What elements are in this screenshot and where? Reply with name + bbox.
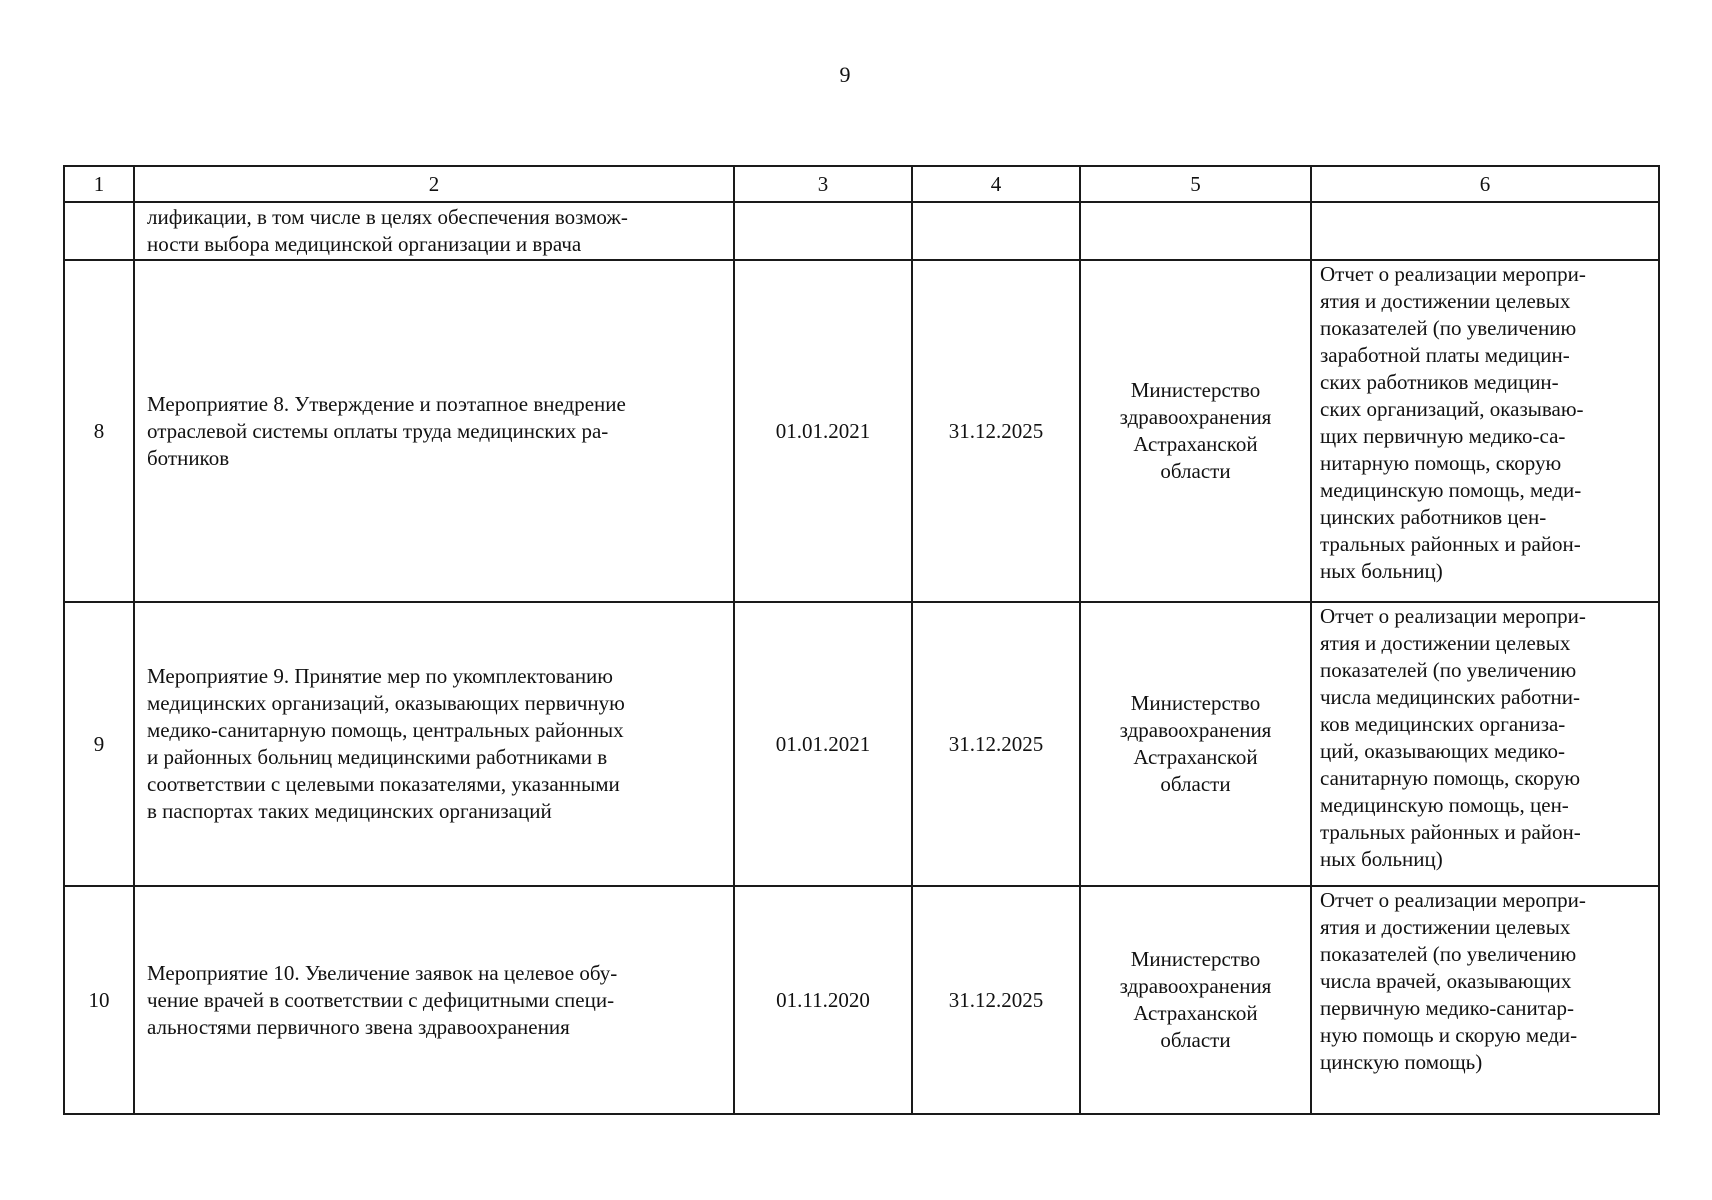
page-number: 9 xyxy=(839,62,851,87)
row-number-cell xyxy=(64,202,134,260)
executor-cell xyxy=(1080,202,1311,260)
table-row-continuation xyxy=(64,202,1659,260)
executor-cell: Министерство здравоохранения Астраханской области xyxy=(1080,602,1311,886)
column-header: 6 xyxy=(1311,166,1659,202)
result-cell: Отчет о реализации меропри- ятия и достижении целевых показателей (по увеличению числа врачей, оказывающих первичную медико-санитар- ную помощь и скорую меди- цинскую помощь) xyxy=(1311,886,1659,1114)
end-date-cell: 31.12.2025 xyxy=(912,602,1080,886)
event-cell: Мероприятие 10. Увеличение заявок на целевое обу- чение врачей в соответствии с дефицитными специ- альностями первичного звена здравоохранения xyxy=(134,886,734,1114)
table-row xyxy=(64,260,1659,602)
table-row xyxy=(64,886,1659,1114)
plan-table xyxy=(63,165,1660,1115)
end-date-cell xyxy=(912,202,1080,260)
row-number-cell: 8 xyxy=(64,260,134,602)
start-date-cell: 01.01.2021 xyxy=(734,602,912,886)
table-header-row xyxy=(64,166,1659,202)
start-date-cell xyxy=(734,202,912,260)
row-number-cell: 10 xyxy=(64,886,134,1114)
event-cell: Мероприятие 8. Утверждение и поэтапное внедрение отраслевой системы оплаты труда медицинских ра- ботников xyxy=(134,260,734,602)
row-number-cell: 9 xyxy=(64,602,134,886)
event-cell: лификации, в том числе в целях обеспечения возмож- ности выбора медицинской организации и врача xyxy=(134,202,734,260)
result-cell xyxy=(1311,202,1659,260)
start-date-cell: 01.11.2020 xyxy=(734,886,912,1114)
column-header: 3 xyxy=(734,166,912,202)
executor-cell: Министерство здравоохранения Астраханской области xyxy=(1080,260,1311,602)
column-header: 1 xyxy=(64,166,134,202)
end-date-cell: 31.12.2025 xyxy=(912,260,1080,602)
result-cell: Отчет о реализации меропри- ятия и достижении целевых показателей (по увеличению заработной платы медицин- ских работников медицин- ских организаций, оказываю- щих первичную медико-са- нитарную помощь, скорую медицинскую помощь, меди- цинских работников цен- тральных районных и район- ных больниц) xyxy=(1311,260,1659,602)
event-cell: Мероприятие 9. Принятие мер по укомплектованию медицинских организаций, оказывающих первичную медико-санитарную помощь, центральных районных и районных больниц медицинскими работниками в соответствии с целевыми показателями, указанными в паспортах таких медицинских организаций xyxy=(134,602,734,886)
table-row xyxy=(64,602,1659,886)
result-cell: Отчет о реализации меропри- ятия и достижении целевых показателей (по увеличению числа медицинских работни- ков медицинских организа- ций, оказывающих медико- санитарную помощь, скорую медицинскую помощь, цен- тральных районных и район- ных больниц) xyxy=(1311,602,1659,886)
end-date-cell: 31.12.2025 xyxy=(912,886,1080,1114)
column-header: 5 xyxy=(1080,166,1311,202)
column-header: 4 xyxy=(912,166,1080,202)
executor-cell: Министерство здравоохранения Астраханской области xyxy=(1080,886,1311,1114)
start-date-cell: 01.01.2021 xyxy=(734,260,912,602)
column-header: 2 xyxy=(134,166,734,202)
